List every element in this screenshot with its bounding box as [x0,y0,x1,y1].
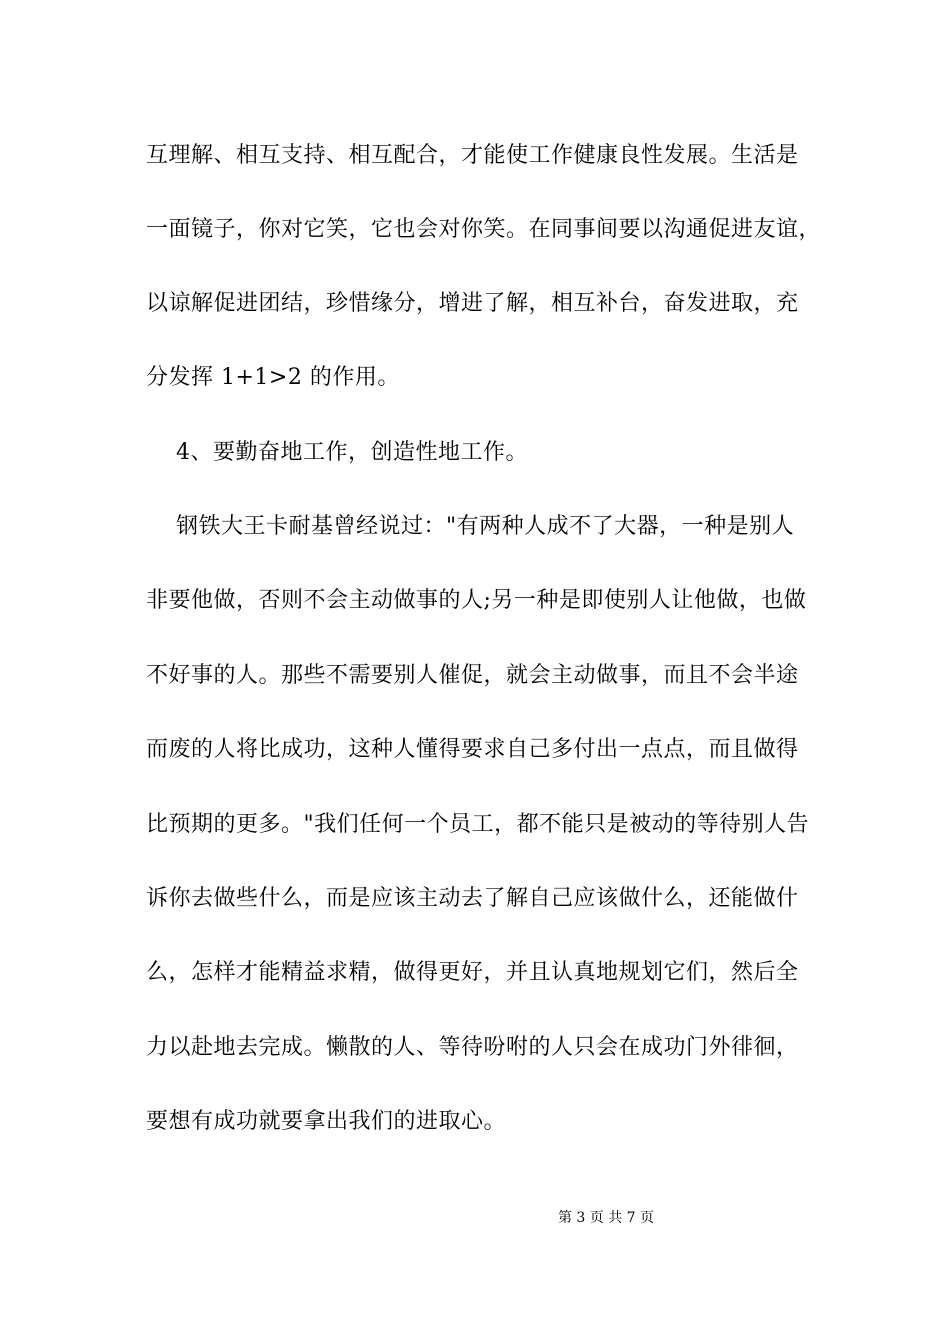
text-line-6: 钢铁大王卡耐基曾经说过："有两种人成不了大器，一种是别人 [146,514,795,539]
text-line-12: 么，怎样才能精益求精，做得更好，并且认真地规划它们，然后全 [146,960,799,985]
text-line-14: 要想有成功就要拿出我们的进取心。 [146,1109,507,1134]
text-line-3: 以谅解促进团结，珍惜缘分，增进了解，相互补台，奋发进取，充 [146,291,799,316]
text-line-5-heading: 4、要勤奋地工作，创造性地工作。 [146,440,528,465]
text-line-13: 力以赴地去完成。懒散的人、等待吩咐的人只会在成功门外徘徊， [146,1035,799,1060]
text-line-11: 诉你去做些什么，而是应该主动去了解自己应该做什么，还能做什 [146,886,799,911]
text-line-1: 互理解、相互支持、相互配合，才能使工作健康良性发展。生活是 [146,143,799,168]
text-line-2: 一面镜子，你对它笑，它也会对你笑。在同事间要以沟通促进友谊， [146,217,822,242]
text-line-7: 非要他做，否则不会主动做事的人;另一种是即使别人让他做，也做 [146,588,807,613]
text-line-8: 不好事的人。那些不需要别人催促，就会主动做事，而且不会半途 [146,663,799,688]
text-line-4: 分发挥 1+1>2 的作用。 [146,365,400,390]
text-line-9: 而废的人将比成功，这种人懂得要求自己多付出一点点，而且做得 [146,737,799,762]
page-number-footer: 第 3 页 共 7 页 [557,1210,655,1226]
text-line-10: 比预期的更多。"我们任何一个员工，都不能只是被动的等待别人告 [146,812,810,837]
